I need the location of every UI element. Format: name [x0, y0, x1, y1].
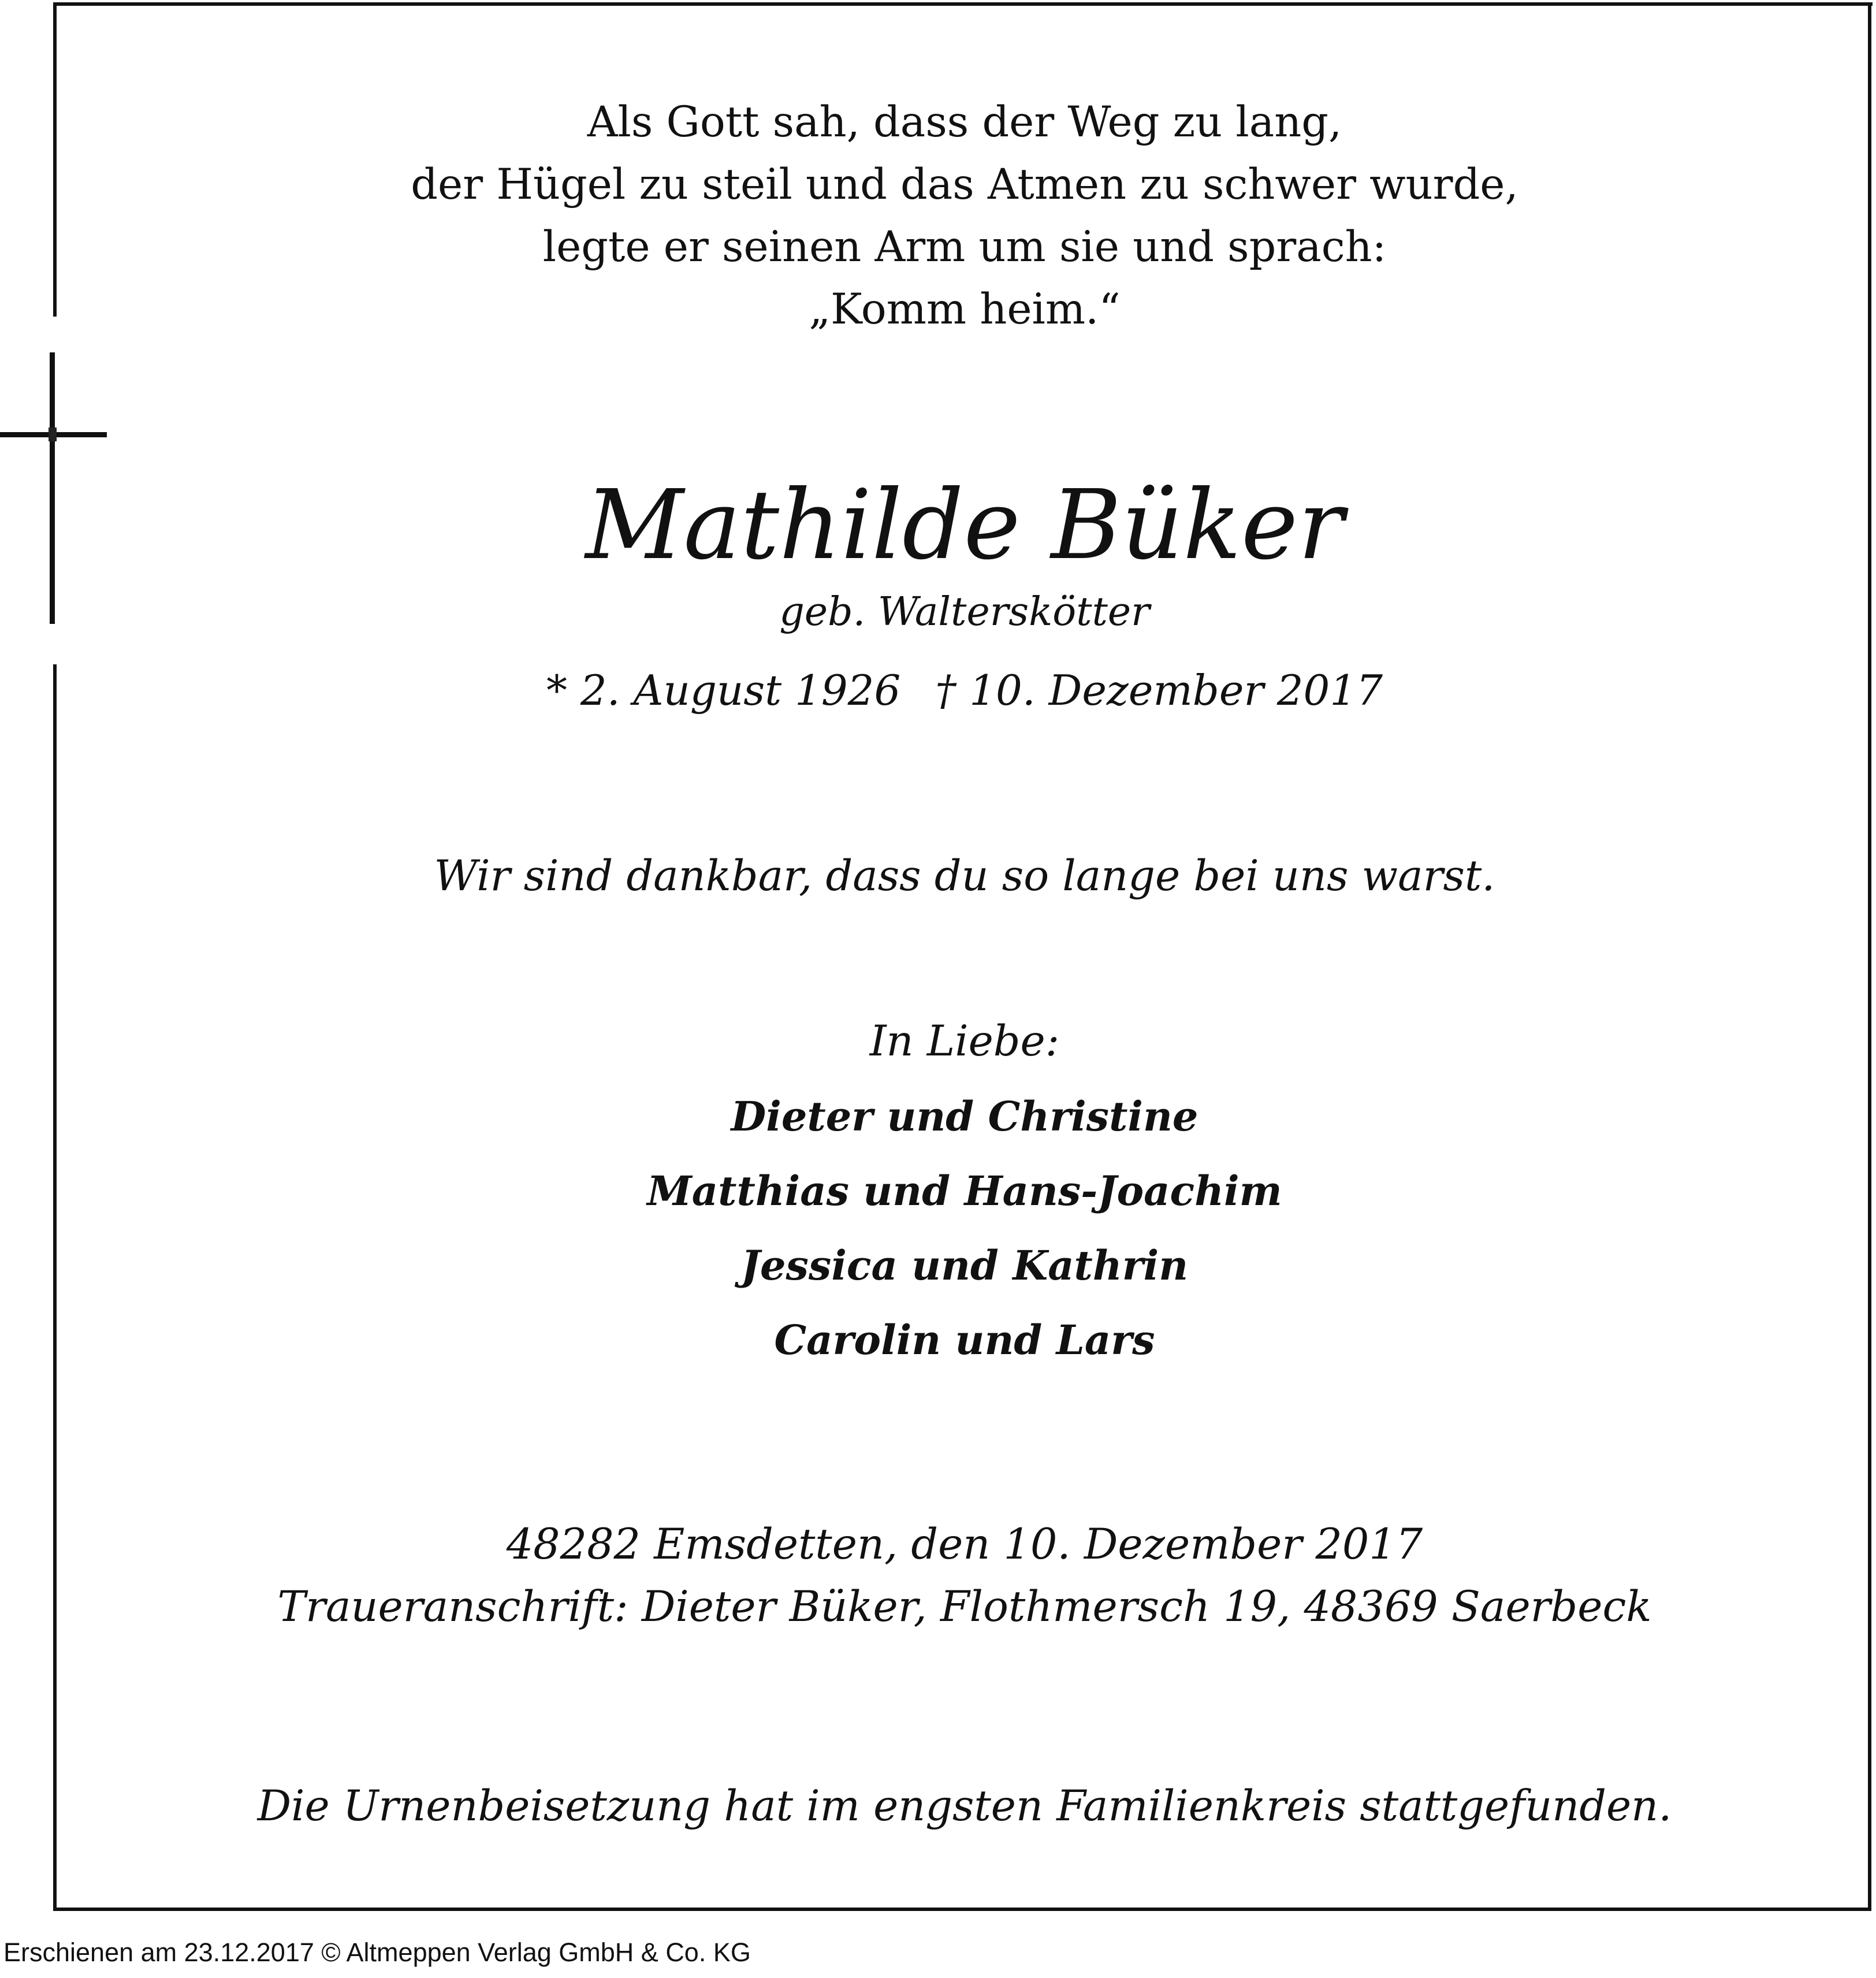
- thanks-text: Wir sind dankbar, dass du so lange bei uns warst.: [434, 852, 1495, 901]
- death-date: † 10. Dezember 2017: [935, 666, 1383, 715]
- mourner-name: Jessica und Kathrin: [740, 1241, 1189, 1289]
- life-dates: [81, 659, 1848, 722]
- poem-line: der Hügel zu steil und das Atmen zu schwer wurde,: [411, 160, 1518, 209]
- closing-note: Die Urnenbeisetzung hat im engsten Familienkreis stattgefunden.: [257, 1782, 1672, 1831]
- poem-line: „Komm heim.“: [809, 285, 1121, 334]
- mourners-list: [81, 1079, 1848, 1377]
- mourner-name: Carolin und Lars: [774, 1316, 1155, 1364]
- publication-credit: Erschienen am 23.12.2017 © Altmeppen Verlag GmbH & Co. KG: [3, 1938, 751, 1967]
- birth-date: * 2. August 1926: [546, 666, 901, 715]
- mourners-intro: In Liebe:: [869, 1017, 1060, 1066]
- frame-bottom-border: [53, 1908, 1871, 1911]
- poem-line: legte er seinen Arm um sie und sprach:: [542, 222, 1387, 272]
- frame-left-border-upper: [53, 2, 57, 317]
- poem: [81, 91, 1848, 341]
- mourning-address: Traueranschrift: Dieter Büker, Flothmersch 19, 48369 Saerbeck: [277, 1582, 1652, 1631]
- frame-top-border: [53, 2, 1873, 6]
- frame-left-border-lower: [53, 664, 57, 1911]
- poem-line: Als Gott sah, dass der Weg zu lang,: [587, 98, 1342, 147]
- mourner-name: Dieter und Christine: [731, 1092, 1198, 1140]
- mourner-name: Matthias und Hans-Joachim: [647, 1167, 1282, 1215]
- maiden-name: geb. Walterskötter: [779, 589, 1150, 635]
- frame-right-border: [1868, 2, 1871, 1911]
- place-and-address: [81, 1514, 1848, 1638]
- deceased-name: Mathilde Büker: [585, 470, 1344, 581]
- place-date: 48282 Emsdetten, den 10. Dezember 2017: [506, 1520, 1423, 1569]
